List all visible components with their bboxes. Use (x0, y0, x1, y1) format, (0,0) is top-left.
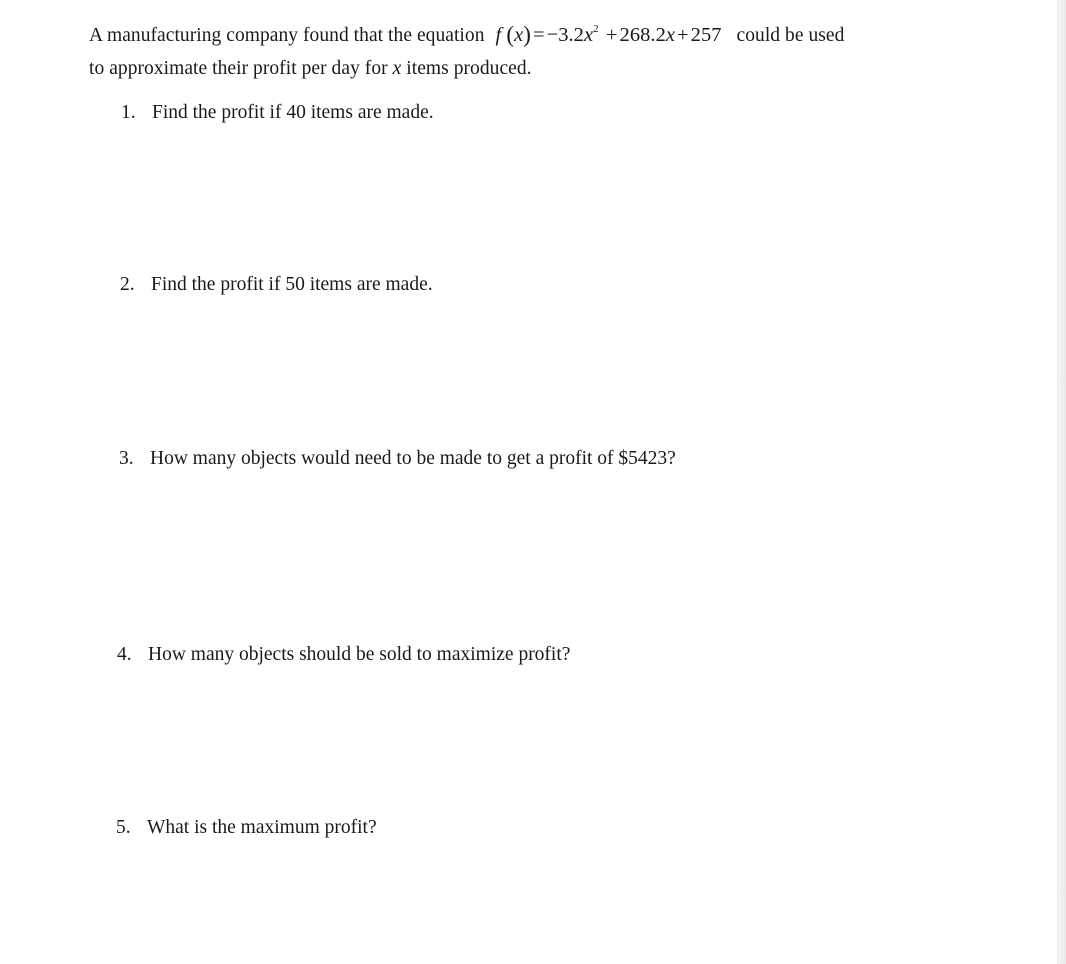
eq-variable-2: x (583, 24, 594, 46)
eq-coef-a: −3.2 (546, 24, 584, 46)
eq-constant: 257 (690, 24, 722, 46)
problem-line-1 (89, 18, 989, 52)
eq-plus-2: + (677, 24, 689, 46)
problem-line-2 (89, 52, 989, 85)
eq-plus-1: + (605, 24, 618, 46)
question-number: 1. (121, 102, 136, 123)
question-text: How many objects should be sold to maximize profit? (148, 644, 571, 665)
line2-text: to approximate their profit per day for (89, 58, 388, 79)
intro-text-after: could be used (736, 25, 845, 46)
problem-statement (89, 18, 989, 85)
eq-equals: = (532, 24, 545, 46)
question-3 (119, 446, 676, 472)
page-edge (1057, 0, 1066, 964)
question-number: 4. (117, 644, 132, 665)
question-4 (117, 642, 570, 668)
question-text: What is the maximum profit? (147, 817, 377, 838)
question-text: Find the profit if 50 items are made. (151, 274, 433, 295)
question-2 (120, 272, 433, 298)
eq-exponent: 2 (593, 23, 599, 35)
question-number: 2. (120, 274, 135, 295)
question-1 (121, 100, 434, 126)
question-number: 5. (116, 817, 131, 838)
question-text: Find the profit if 40 items are made. (152, 102, 434, 123)
question-number: 3. (119, 448, 134, 469)
intro-text: A manufacturing company found that the equation (89, 25, 485, 46)
eq-coef-b: 268.2 (619, 24, 666, 46)
line2-variable: x (392, 58, 402, 79)
line2-text-after: items produced. (406, 58, 532, 79)
question-5 (116, 815, 377, 841)
eq-variable-3: x (665, 24, 676, 46)
question-text: How many objects would need to be made to get a profit of $5423? (150, 448, 676, 469)
profit-equation: f $(x)=-3.2x^2 +268.2x+257$ (495, 22, 722, 47)
eq-function: f (495, 24, 502, 46)
eq-variable: x (514, 24, 524, 46)
